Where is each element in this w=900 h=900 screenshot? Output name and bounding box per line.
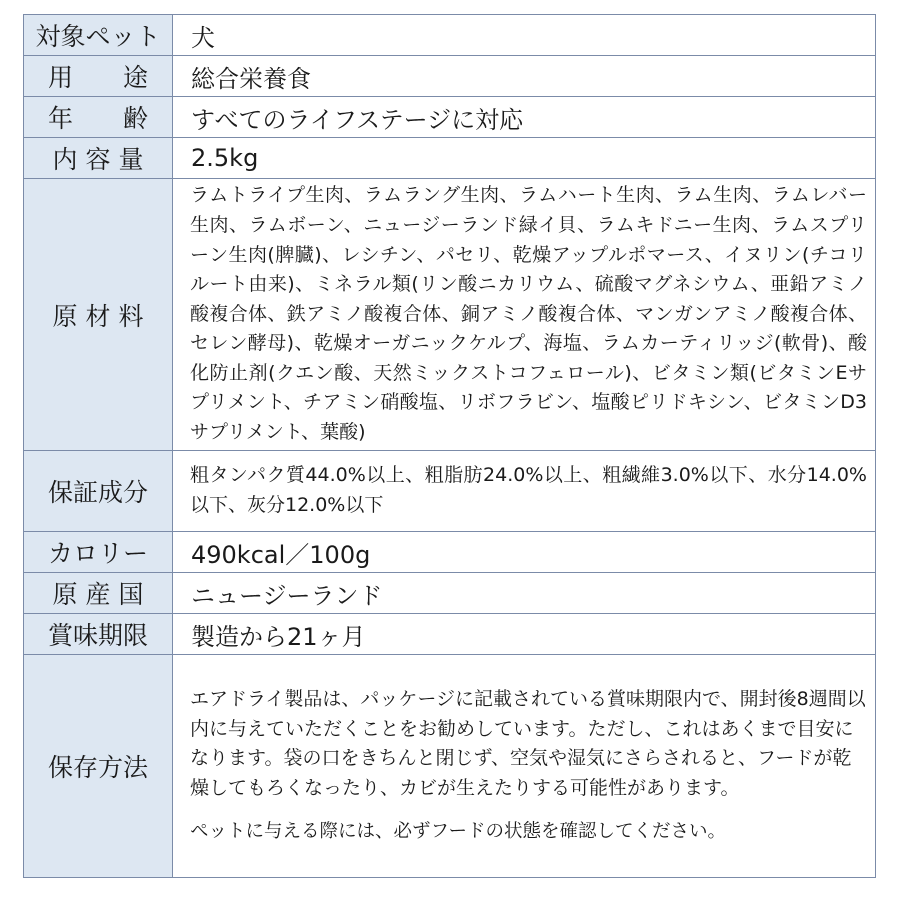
row-calories [24,532,876,573]
label-purpose: 用 途 [24,56,173,97]
value-target-pet: 犬 [173,15,876,56]
row-guaranteed-analysis [24,451,876,532]
value-best-before: 製造から21ヶ月 [173,614,876,655]
row-storage [24,655,876,878]
row-ingredients [24,179,876,451]
value-purpose: 総合栄養食 [173,56,876,97]
product-spec-table [23,14,876,878]
label-content-amount: 内 容 量 [24,138,173,179]
value-calories: 490kcal／100g [173,532,876,573]
row-country-of-origin [24,573,876,614]
row-best-before [24,614,876,655]
row-age [24,97,876,138]
label-country-of-origin: 原 産 国 [24,573,173,614]
storage-note: ペットに与える際には、必ずフードの状態を確認してください。 [190,821,726,843]
value-age: すべてのライフステージに対応 [173,97,876,138]
value-storage [173,655,876,878]
row-content-amount [24,138,876,179]
label-best-before: 賞味期限 [24,614,173,655]
value-guaranteed-analysis: 粗タンパク質44.0%以上、粗脂肪24.0%以上、粗繊維3.0%以下、水分14.0%以下、灰分12.0%以下 [173,451,876,532]
storage-text: エアドライ製品は、パッケージに記載されている賞味期限内で、開封後8週間以内に与えていただくことをお勧めしています。ただし、これはあくまで目安になります。袋の口をきちんと閉じず、空気や湿気にさらされると、フードが乾燥してもろくなったり、カビが生えたりする可能性があります。 [190,688,866,799]
value-content-amount: 2.5kg [173,138,876,179]
label-guaranteed-analysis: 保証成分 [24,451,173,532]
label-target-pet: 対象ペット [24,15,173,56]
label-age: 年 齢 [24,97,173,138]
label-calories: カロリー [24,532,173,573]
value-ingredients: ラムトライプ生肉、ラムラング生肉、ラムハート生肉、ラム生肉、ラムレバー生肉、ラムボーン、ニュージーランド緑イ貝、ラムキドニー生肉、ラムスプリーン生肉(脾臓)、レシチン、パセリ、乾燥アップルポマース、イヌリン(チコリルート由来)、ミネラル類(リン酸ニカリウム、硫酸マグネシウム、亜鉛アミノ酸複合体、鉄アミノ酸複合体、銅アミノ酸複合体、マンガンアミノ酸複合体、セレン酵母)、乾燥オーガニックケルプ、海塩、ラムカーティリッジ(軟骨)、酸化防止剤(クエン酸、天然ミックストコフェロール)、ビタミン類(ビタミンEサプリメント、チアミン硝酸塩、リボフラビン、塩酸ピリドキシン、ビタミンD3サプリメント、葉酸) [173,179,876,451]
row-purpose [24,56,876,97]
label-storage: 保存方法 [24,655,173,878]
label-ingredients: 原 材 料 [24,179,173,451]
row-target-pet [24,15,876,56]
value-country-of-origin: ニュージーランド [173,573,876,614]
